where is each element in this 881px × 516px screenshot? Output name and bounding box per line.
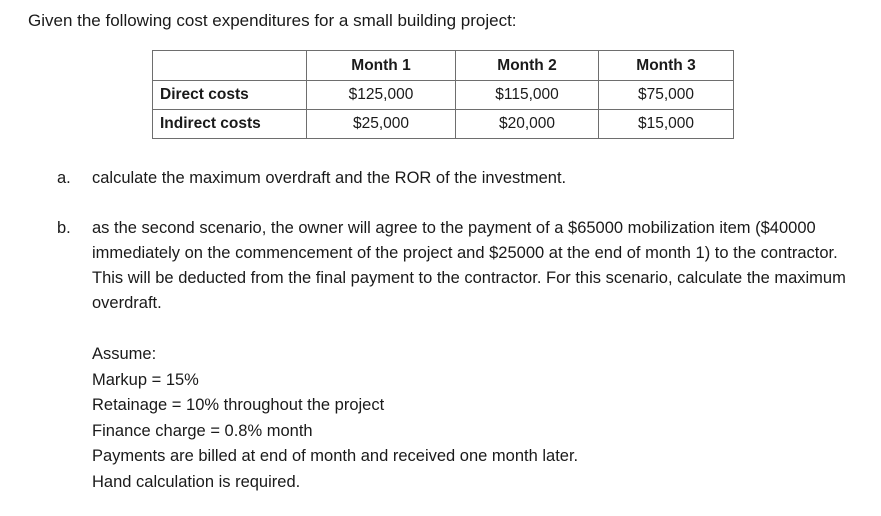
table-cell: $125,000	[307, 81, 456, 110]
row-label: Direct costs	[153, 81, 307, 110]
table-header-month-3: Month 3	[599, 51, 734, 81]
table-cell: $75,000	[599, 81, 734, 110]
question-marker: a.	[57, 169, 71, 187]
question-text: as the second scenario, the owner will agree to the payment of a $65000 mobilization item ($40000 immediately on the commencement of the project and $25000 at the end of month 1) to the contractor. This will be deducted from the final payment to the contractor. For this scenario, calculate the maximum overdraft.	[92, 219, 846, 312]
cost-table	[152, 50, 734, 139]
table-header-month-1: Month 1	[307, 51, 456, 81]
table-cell: $25,000	[307, 110, 456, 139]
table-cell: $115,000	[456, 81, 599, 110]
assumption-line: Finance charge = 0.8% month	[92, 421, 313, 440]
assumptions-heading: Assume:	[92, 345, 157, 363]
question-b	[57, 216, 852, 316]
table-row-indirect-costs	[153, 110, 734, 139]
table-header-row	[153, 51, 734, 81]
question-a	[57, 166, 852, 191]
table-row-direct-costs	[153, 81, 734, 110]
table-header-month-2: Month 2	[456, 51, 599, 81]
table-cell: $15,000	[599, 110, 734, 139]
question-marker: b.	[57, 219, 71, 237]
table-cell: $20,000	[456, 110, 599, 139]
assumption-line: Payments are billed at end of month and received one month later.	[92, 447, 579, 465]
assumptions-block	[92, 342, 578, 495]
row-label: Indirect costs	[153, 110, 307, 139]
table-header-blank	[153, 51, 307, 81]
question-text: calculate the maximum overdraft and the ROR of the investment.	[92, 169, 567, 187]
assumption-line: Retainage = 10% throughout the project	[92, 396, 385, 414]
assumption-line: Hand calculation is required.	[92, 472, 301, 491]
assumption-line: Markup = 15%	[92, 370, 199, 389]
intro-text: Given the following cost expenditures for a small building project:	[28, 11, 517, 30]
